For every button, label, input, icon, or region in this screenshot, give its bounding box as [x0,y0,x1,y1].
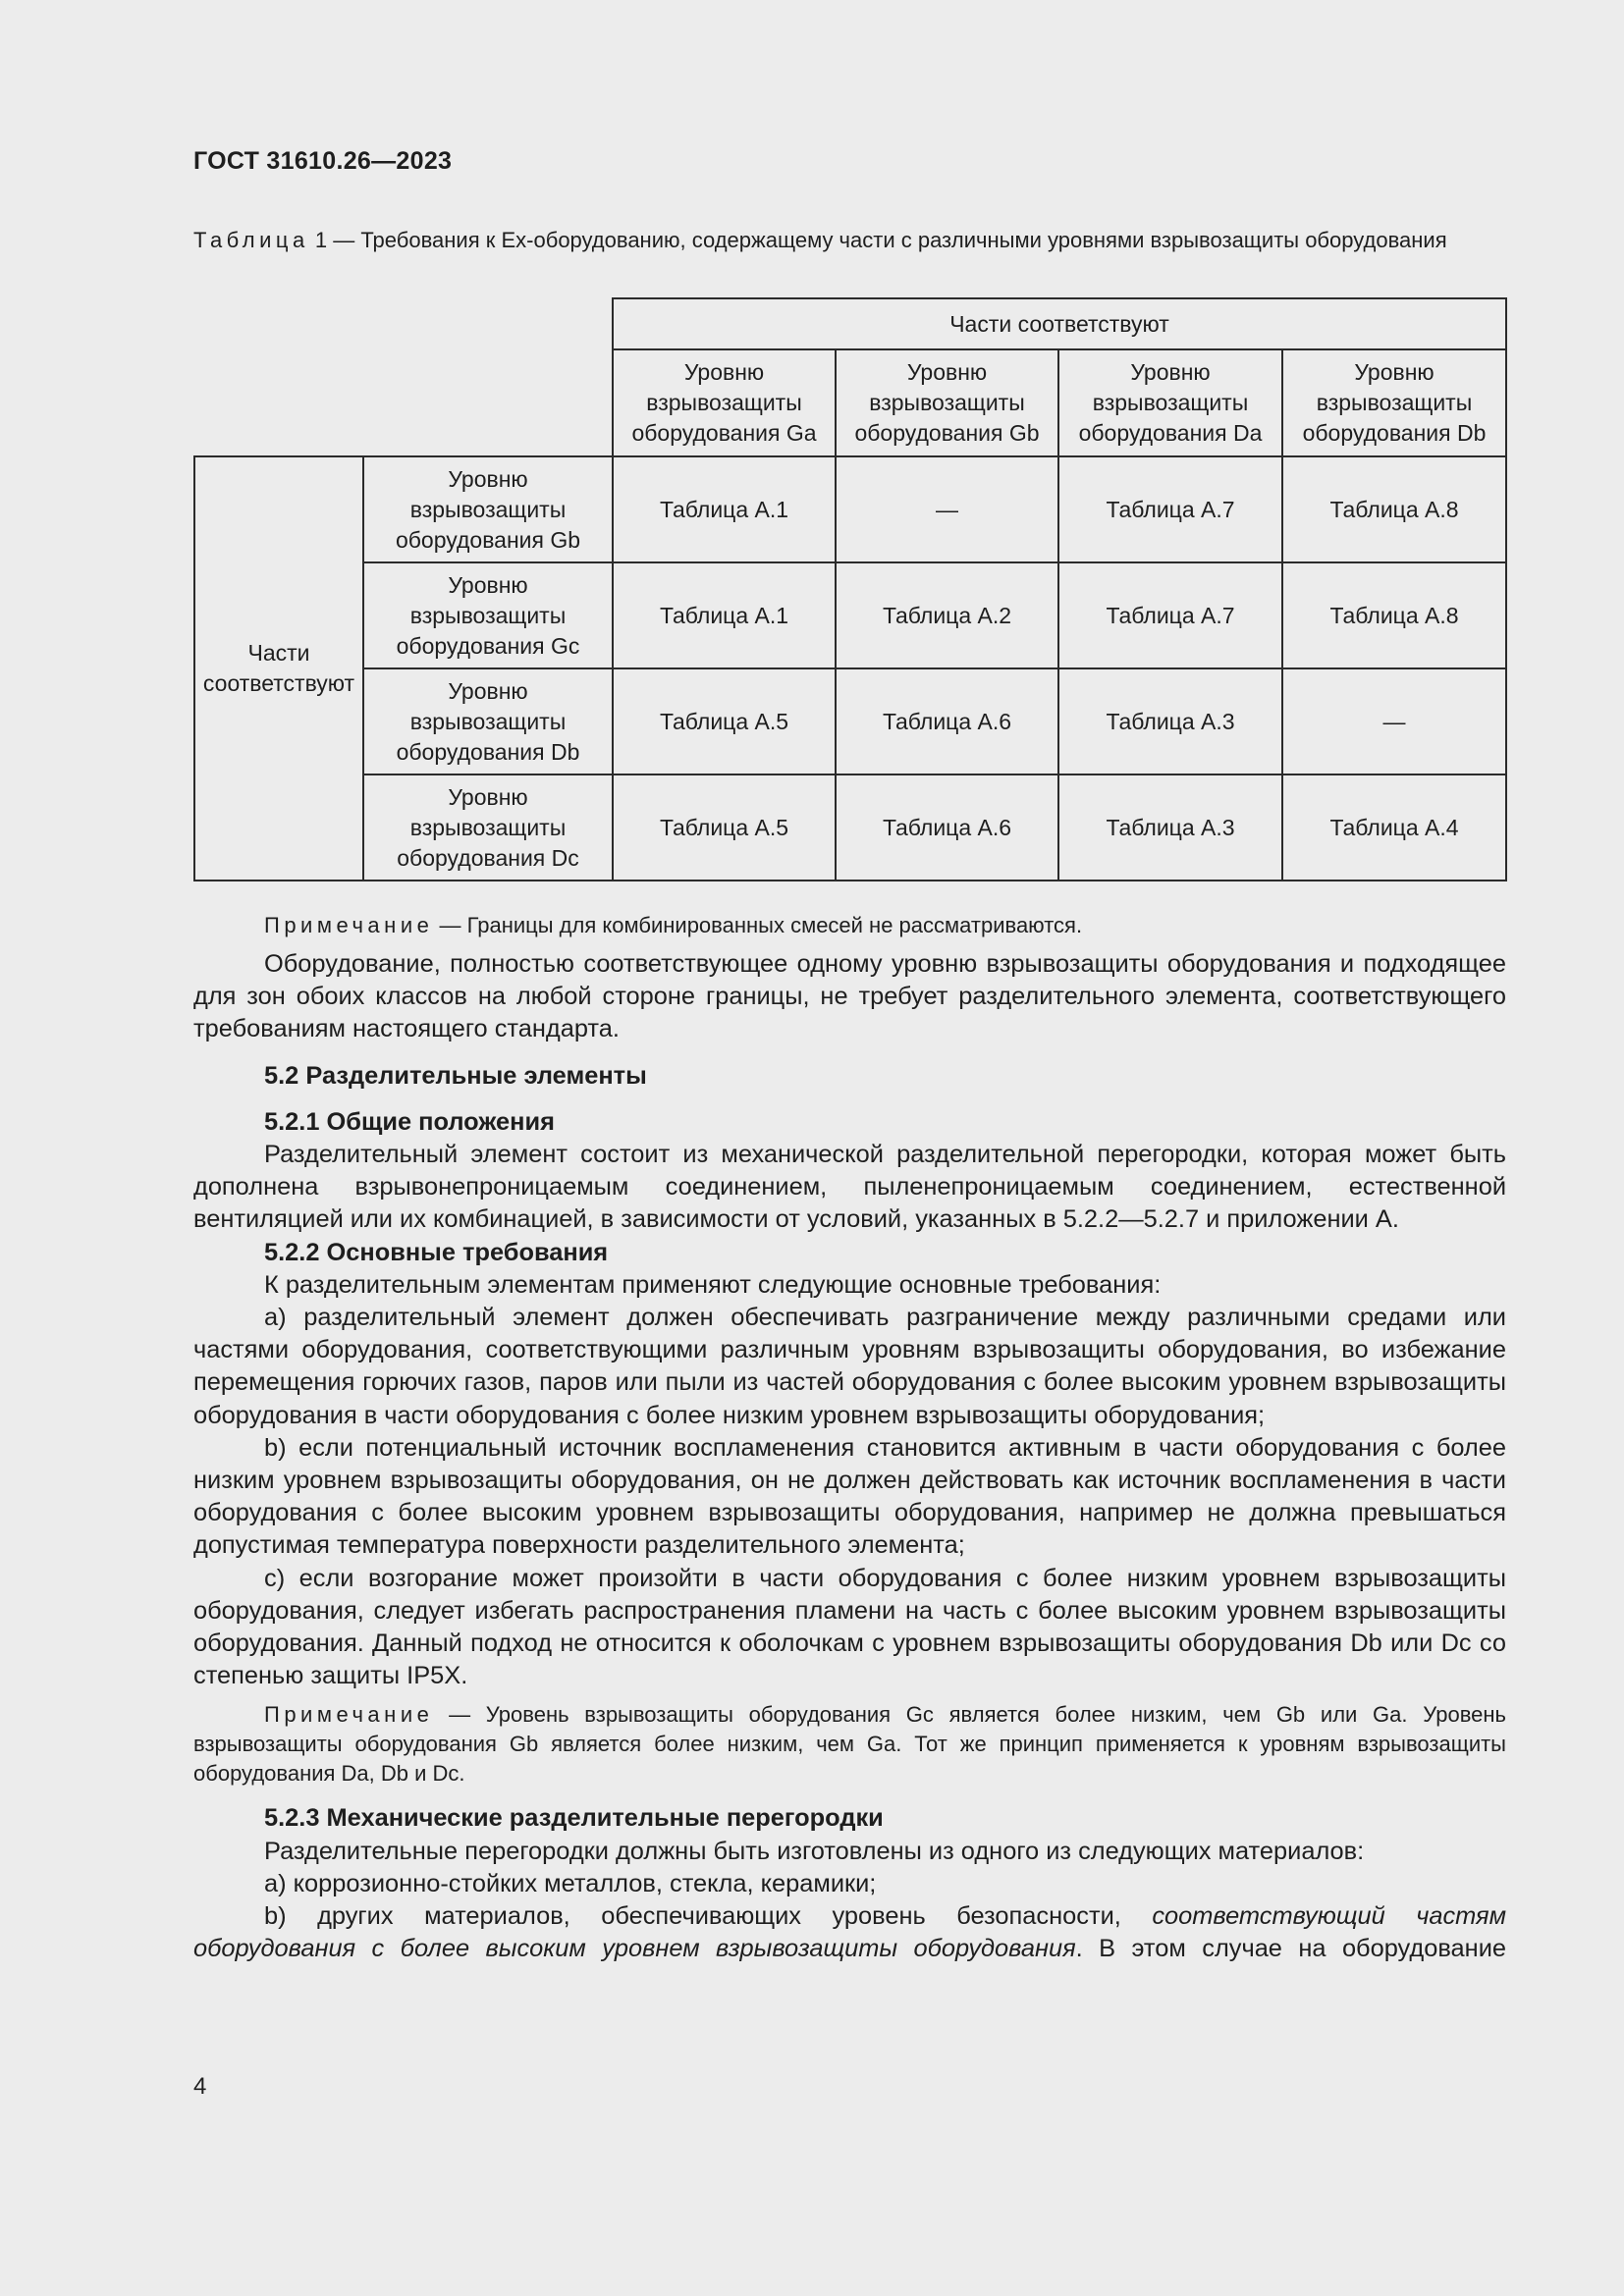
list-item-text: b) других материалов, обеспечивающих уровень безопасности, [264,1902,1153,1931]
column-header: Уровню взрывозащиты оборудования Gb [836,349,1058,456]
note-text: — Границы для комбинированных смесей не рассматриваются. [433,913,1083,937]
list-item-text: . В этом случае на оборудование [1075,1935,1506,1963]
section-heading: 5.2.2 Основные требования [264,1238,609,1266]
table-caption-lead: Таблица [193,228,309,252]
table-caption [193,226,1506,255]
section-heading: 5.2 Разделительные элементы [264,1061,647,1090]
table-cell: — [1282,668,1506,774]
paragraph: К разделительным элементам применяют следующие основные требования: [264,1270,1162,1299]
table-caption-text: 1 — Требования к Ех-оборудованию, содержащему части с различными уровнями взрывозащиты оборудования [308,228,1447,252]
table-cell: Таблица А.5 [613,668,836,774]
table-cell: Таблица А.7 [1058,562,1282,668]
table-cell: Таблица А.5 [613,774,836,881]
paragraph: Разделительные перегородки должны быть изготовлены из одного из следующих материалов: [264,1837,1365,1865]
table-corner-blank [194,298,613,349]
table-row [194,668,1506,774]
note-lead: Примечание [264,1702,434,1728]
section-heading: 5.2.1 Общие положения [264,1107,555,1136]
body-text [193,911,1506,1965]
note-lead: Примечание [264,913,434,937]
table-cell: Таблица А.8 [1282,456,1506,562]
section-heading: 5.2.3 Механические разделительные перегородки [264,1804,884,1833]
column-header: Уровню взрывозащиты оборудования Ga [613,349,836,456]
table-top-header: Части соответствуют [613,298,1506,349]
row-label: Уровню взрывозащиты оборудования Gc [363,562,613,668]
table-cell: Таблица А.6 [836,668,1058,774]
column-header: Уровню взрывозащиты оборудования Db [1282,349,1506,456]
table-row [194,774,1506,881]
row-label: Уровню взрывозащиты оборудования Gb [363,456,613,562]
column-header: Уровню взрывозащиты оборудования Da [1058,349,1282,456]
table-cell: Таблица А.4 [1282,774,1506,881]
paragraph: Оборудование, полностью соответствующее одному уровню взрывозащиты оборудования и подходящее для зон обоих классов на любой стороне границы, не требует разделительного элемента, соответствующего требованиям настоящего стандарта. [193,950,1506,1043]
list-item-emphasis: соответствующий частям оборудования с более высоким уровнем взрывозащиты оборудования [193,1902,1506,1963]
row-group-label: Части соответствуют [194,456,363,881]
note [193,1700,1506,1789]
table-cell: Таблица А.2 [836,562,1058,668]
list-item: c) если возгорание может произойти в части оборудования с более низким уровнем взрывозащиты оборудования, следует избегать распространения пламени на часть с более высоким уровнем взрывозащиты оборудования. Данный подход не относится к оболочкам с уровнем взрывозащиты оборудования Db или Dc со степенью защиты IP5X. [193,1564,1506,1690]
table-cell: Таблица А.3 [1058,774,1282,881]
requirements-table [193,297,1507,881]
table-cell: — [836,456,1058,562]
table-cell: Таблица А.7 [1058,456,1282,562]
paragraph: Разделительный элемент состоит из механической разделительной перегородки, которая может быть дополнена взрывонепроницаемым соединением, пыленепроницаемым соединением, естественной вентиляцией или их комбинацией, в зависимости от условий, указанных в 5.2.2—5.2.7 и приложении А. [193,1141,1506,1234]
table-note [193,911,1506,940]
table-cell: Таблица А.8 [1282,562,1506,668]
document-code: ГОСТ 31610.26—2023 [193,147,453,175]
table-corner-blank [194,349,613,456]
table-cell: Таблица А.6 [836,774,1058,881]
note-text: — Уровень взрывозащиты оборудования Gc является более низким, чем Gb или Ga. Уровень взрывозащиты оборудования Gb является более низким, чем Ga. Тот же принцип применяется к уровням взрывозащиты оборудования Da, Db и Dc. [193,1702,1506,1787]
page-number: 4 [193,2073,207,2100]
table-row [194,562,1506,668]
list-item: b) если потенциальный источник воспламенения становится активным в части оборудования с более низким уровнем взрывозащиты оборудования, он не должен действовать как источник воспламенения в части оборудования с более высоким уровнем взрывозащиты оборудования, например не должна превышаться допустимая температура поверхности разделительного элемента; [193,1433,1506,1560]
row-label: Уровню взрывозащиты оборудования Db [363,668,613,774]
list-item [193,1900,1506,1965]
list-item: a) разделительный элемент должен обеспечивать разграничение между различными средами или частями оборудования, соответствующими различным уровням взрывозащиты оборудования, во избежание перемещения горючих газов, паров или пыли из частей оборудования с более высоким уровнем взрывозащиты оборудования в части оборудования с более низким уровнем взрывозащиты оборудования; [193,1304,1506,1429]
table-cell: Таблица А.1 [613,562,836,668]
table-cell: Таблица А.1 [613,456,836,562]
list-item: a) коррозионно-стойких металлов, стекла, керамики; [264,1869,877,1897]
table-cell: Таблица А.3 [1058,668,1282,774]
table-row [194,456,1506,562]
row-label: Уровню взрывозащиты оборудования Dc [363,774,613,881]
